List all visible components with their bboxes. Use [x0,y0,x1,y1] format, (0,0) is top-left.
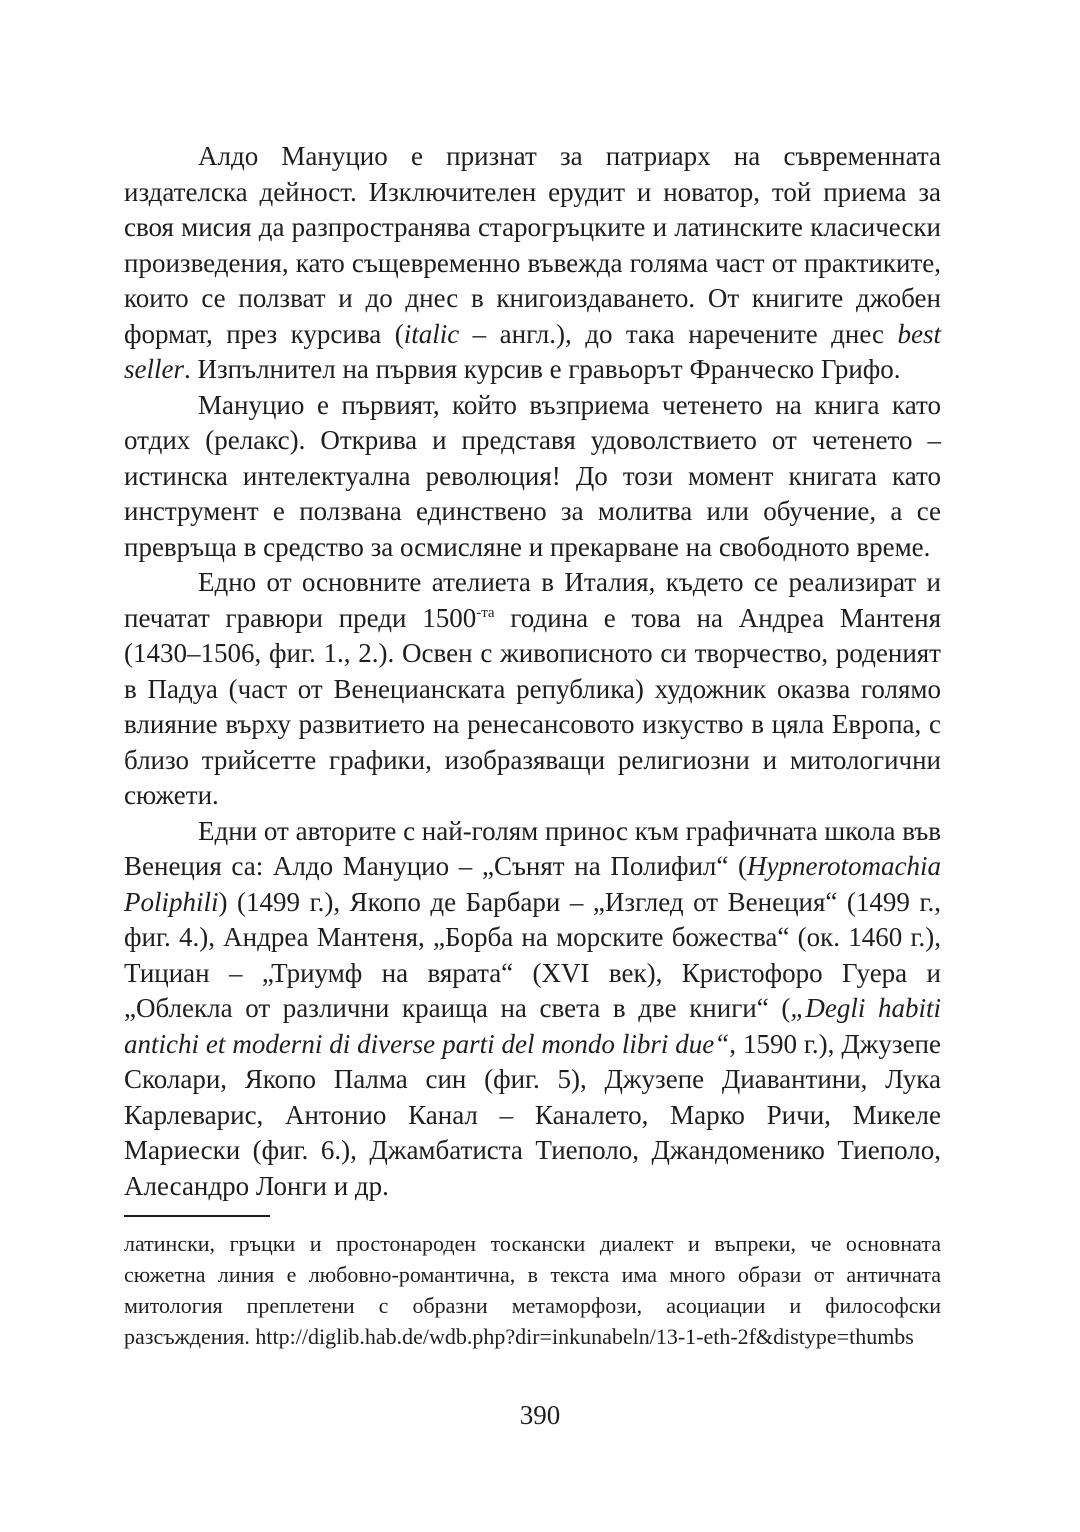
italic-run: italic [403,318,460,349]
main-text [124,139,941,1204]
text-run: – англ.), до така наречените днес [459,318,898,349]
italic-run: best seller [124,318,941,384]
text-run: Едно от основните ателиета в Италия, където се реализират и печатат гравюри преди 1500 [124,567,941,633]
paragraph [124,565,941,814]
italic-run: „Degli habiti antichi et moderni di diverse parti del mondo libri due“ [124,993,941,1059]
italic-run: Hypnerotomachia Poliphili [124,851,941,917]
paragraph [124,388,941,566]
text-run: . Изпълнител на първия курсив е гравьорът Франческо Грифо. [184,354,901,384]
footnote-text: латински, гръцки и простонароден тоскански диалект и въпреки, че основната сюжетна линия е любовно-романтична, в текста има много образи от античната митология преплетени с образни метаморфози, асоциации и философски разсъждения. http://diglib.hab.de/wdb.php?dir=inkunabeln/13-1-eth-2f&distype=thumbs [124,1231,941,1349]
text-run: ) (1499 г.), Якопо де Барбари – „Изглед от Венеция“ (1499 г., фиг. 4.), Андреа Мантеня, „Борба на морските божества“ (ок. 1460 г.), Тициан – „Триумф на вярата“ (XVI век), Кристофоро Гуера и „Облекла от различни краища на света в две книги“ ( [124,886,941,1023]
page-number: 390 [519,1400,561,1430]
text-run: , 1590 г.), Джузепе Сколари, Якопо Палма син (фиг. 5), Джузепе Диавантини, Лука Карлеварис, Антонио Канал – Каналето, Марко Ричи, Микеле Мариески (фиг. 6.), Джамбатиста Тиеполо, Джандоменико Тиеполо, Алесандро Лонги и др. [124,1028,941,1201]
text-run: Едни от авторите с най-голям принос към графичната школа във Венеция са: Алдо Мануцио – „Сънят на Полифил“ ( [124,815,941,881]
text-run: Мануцио е първият, който възприема четенето на книга като отдих (релакс). Открива и представя удоволствието от четенето – истинска интелектуална революция! До този момент книгата като инструмент е ползвана единствено за молитва или обучение, а се превръща в средство за осмисляне и прекарване на свободното време. [124,389,941,562]
paragraph [124,814,941,1205]
footnote-separator [124,1215,270,1217]
text-run: Алдо Мануцио е признат за патриарх на съвременната издателска дейност. Изключителен ерудит и новатор, той приема за своя мисия да разпространява старогръцките и латинските класически произведения, като същевременно въвежда голяма част от практиките, които се ползват и до днес в книгоиздаването. От книгите джобен формат, през курсива ( [124,141,941,349]
superscript-run: -та [476,604,495,621]
paragraph [124,139,941,388]
text-run: година е това на Андреа Мантеня (1430–1506, фиг. 1., 2.). Освен с живописното си творчество, роденият в Падуа (част от Венецианската република) художник оказва голямо влияние върху развитието на ренесансовото изкуство в цяла Европа, с близо трийсетте графики, изобразяващи религиозни и митологични сюжети. [124,602,941,810]
